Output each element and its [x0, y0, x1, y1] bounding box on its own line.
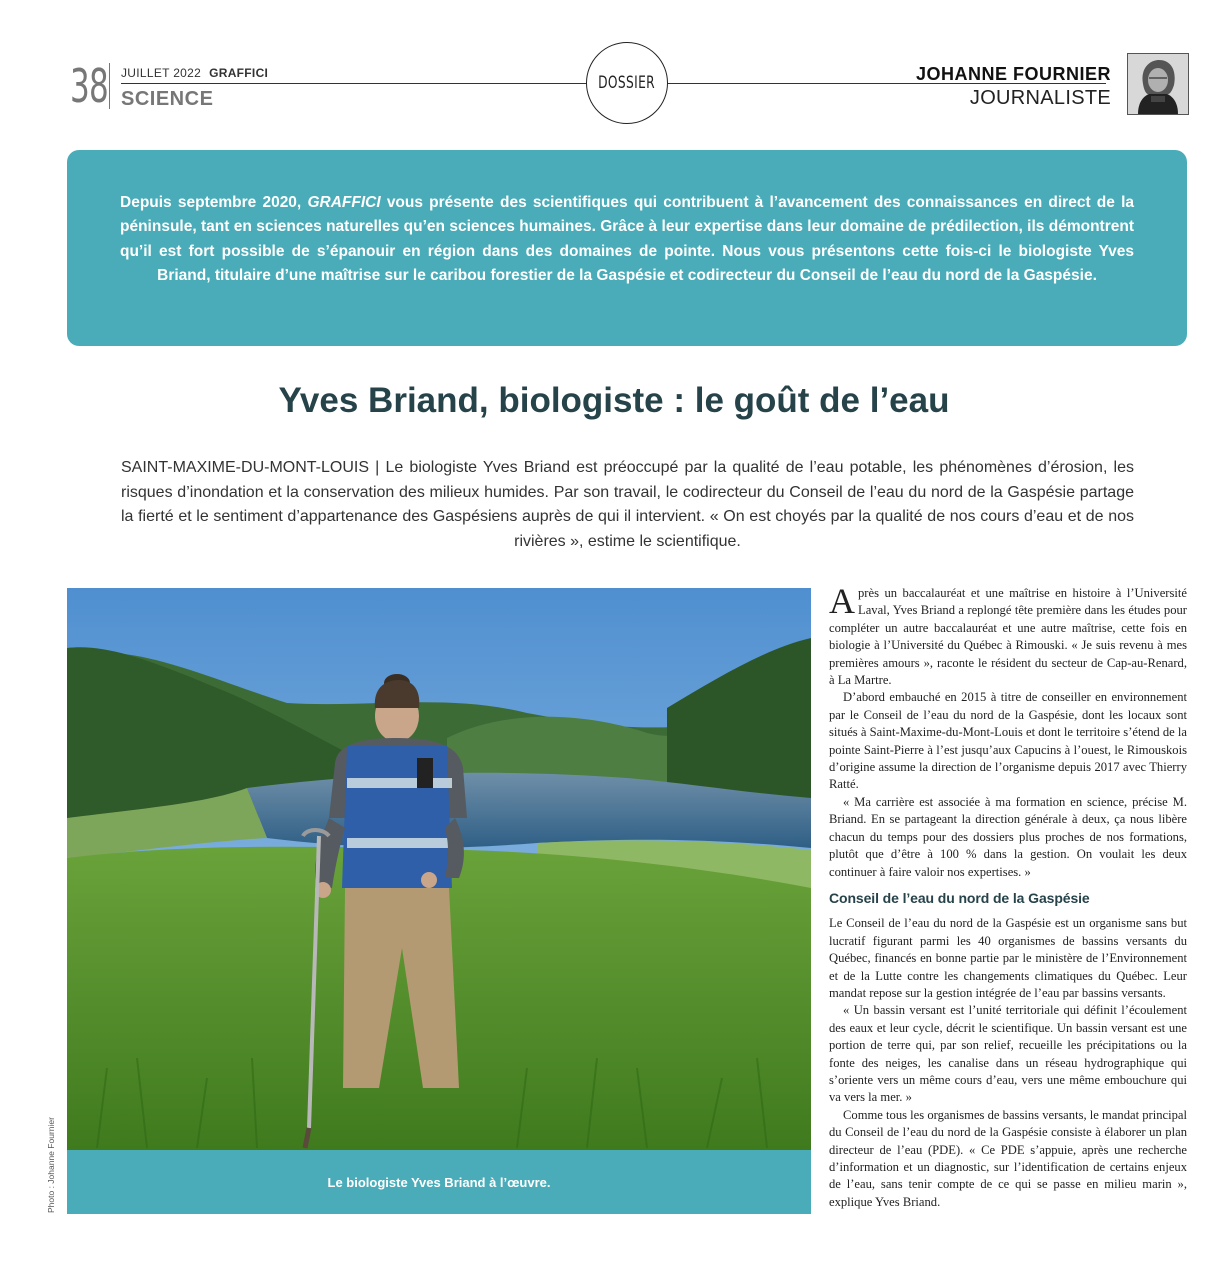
article-body [829, 581, 1187, 1211]
article-paragraph-2: D’abord embauché en 2015 à titre de conseiller en environnement par le Conseil de l’eau du nord de la Gaspésie, dont les locaux sont situés à Saint-Maxime-du-Mont-Louis et dont le territoire s’étend de la pointe Saint-Pierre à l’est jusqu’aux Capucins à l’ouest, le Rimouskois d’origine assume la direction de l’organisme depuis 2017 avec Thierry Ratté. [829, 690, 1187, 792]
author-role: JOURNALISTE [969, 87, 1111, 109]
photo-credit: Photo : Johanne Fournier [46, 1117, 56, 1213]
section-label: SCIENCE [121, 88, 214, 110]
intro-text-start: Depuis septembre 2020, [120, 194, 308, 211]
article-paragraph-5: « Un bassin versant est l’unité territoriale qui définit l’écoulement des eaux et leur cycle, décrit le scientifique. Un bassin versant est une portion de terre qui, par son relief, recueille les précipitations ou la fonte des neiges, les canalise dans un réseau hydrographique qui s’oriente vers un même cours d’eau, vers une même embouchure qui va vers la mer. » [829, 1003, 1187, 1105]
biologist-field-photo-icon [67, 588, 811, 1150]
dossier-badge [586, 42, 668, 124]
author-name: JOHANNE FOURNIER [915, 64, 1111, 84]
photo-caption-text: Le biologiste Yves Briand à l’œuvre. [327, 1174, 551, 1190]
intro-magazine-name: GRAFFICI [307, 194, 381, 211]
article-paragraph-4: Le Conseil de l’eau du nord de la Gaspésie est un organisme sans but lucratif figurant parmi les 40 organismes de bassins versants du Québec, financés en bonne partie par le ministère de l’Environnement et de la Lutte contre les changements climatiques du Québec. Leur mandat repose sur la gestion intégrée de l’eau par bassins versants. [829, 916, 1187, 1000]
article-paragraph-6: Comme tous les organismes de bassins versants, le mandat principal du Conseil de l’eau du nord de la Gaspésie consiste à élaborer un plan directeur de l’eau (PDE). « Ce PDE s’appuie, après une recherche d’information et un diagnostic, sur l’identification de certains enjeux de l’eau, sans tenir compte de ce qui se passe en milieu marin », explique Yves Briand. [829, 1107, 1187, 1209]
article-title: Yves Briand, biologiste : le goût de l’eau [278, 381, 950, 420]
dossier-badge-label: DOSSIER [598, 73, 656, 93]
intro-box [67, 150, 1187, 346]
article-subhead: Conseil de l’eau du nord de la Gaspésie [829, 889, 1090, 906]
article-paragraph-1 [829, 581, 1187, 689]
article-photo [67, 588, 811, 1150]
page-number: 38 [70, 59, 108, 113]
author-portrait-icon [1128, 54, 1188, 114]
magazine-name: GRAFFICI [209, 66, 269, 80]
photo-caption [67, 1150, 811, 1214]
drop-cap: A [829, 581, 855, 621]
intro-text-rest: vous présente des scientifiques qui contribuent à l’avancement des connaissances en direct de la péninsule, tant en sciences naturelles qu’en sciences humaines. Grâce à leur expertise dans leur domaine de prédilection, ils démontrent qu’il est fort possible de s’épanouir en région dans des domaines de pointe. Nous vous présentons cette fois-ci le biologiste Yves Briand, titulaire d’une maîtrise sur le caribou forestier de la Gaspésie et codirecteur du Conseil de l’eau du nord de la Gaspésie. [120, 194, 1134, 284]
author-portrait [1127, 53, 1189, 115]
article-lead: SAINT-MAXIME-DU-MONT-LOUIS | Le biologiste Yves Briand est préoccupé par la qualité de l’eau potable, les phénomènes d’érosion, les risques d’inondation et la conservation des milieux humides. Par son travail, le codirecteur du Conseil de l’eau du nord de la Gaspésie partage la fierté et le sentiment d’appartenance des Gaspésiens auprès de qui il intervient. « On est choyés par la qualité de nos cours d’eau et de nos rivières », estime le scientifique. [121, 459, 1134, 550]
header-separator [109, 63, 110, 109]
article-paragraph-3: « Ma carrière est associée à ma formation en science, précise M. Briand. En se partageant la direction générale à deux, ça nous libère chacun du temps pour des dossiers plus proches de nos formations, plutôt que d’être à 100 % dans la gestion. On voulait les deux continuer à faire valoir nos expertises. » [829, 794, 1187, 879]
article-paragraph-1-text: près un baccalauréat et une maîtrise en histoire à l’Université Laval, Yves Briand a replongé tête première dans les études pour compléter un autre baccalauréat et une autre maîtrise, cette fois en biologie à l’Université du Québec à Rimouski. « Je suis revenu à mes premières amours », raconte le résident du secteur de Cap-au-Renard, à La Martre. [829, 586, 1187, 688]
issue-date [121, 66, 268, 80]
issue-date-text: JUILLET 2022 [121, 66, 202, 80]
intro-text [120, 191, 1134, 288]
